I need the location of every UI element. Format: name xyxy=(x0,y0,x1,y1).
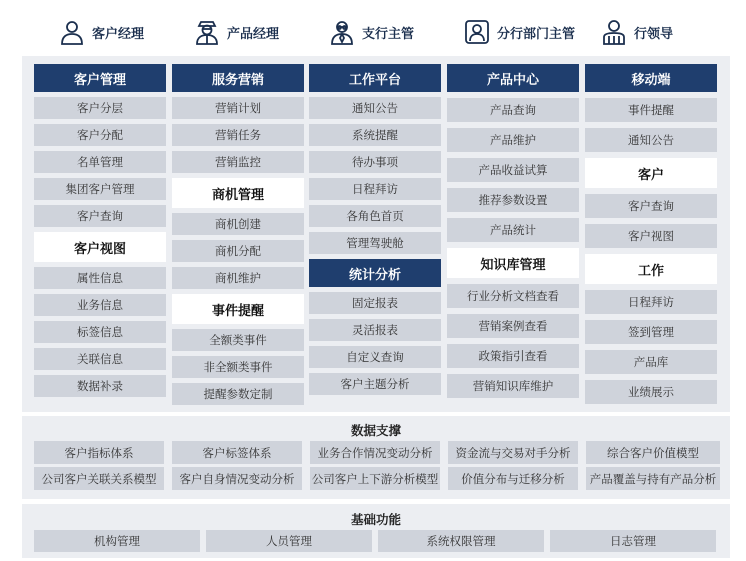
role-branch-supervisor xyxy=(328,12,414,52)
module-item[interactable]: 商机维护 xyxy=(172,267,304,289)
module-item[interactable]: 行业分析文档查看 xyxy=(447,284,579,308)
module-item[interactable]: 推荐参数设置 xyxy=(447,188,579,212)
module-item[interactable]: 事件提醒 xyxy=(585,98,717,122)
module-header: 客户管理 xyxy=(34,64,166,92)
data-support-item[interactable]: 客户标签体系 xyxy=(172,441,302,464)
module-item[interactable]: 提醒参数定制 xyxy=(172,383,304,405)
module-item[interactable]: 待办事项 xyxy=(309,151,441,173)
module-item[interactable]: 营销计划 xyxy=(172,97,304,119)
module-subheader: 客户视图 xyxy=(34,232,166,262)
role-label: 支行主管 xyxy=(362,26,415,42)
role-label: 客户经理 xyxy=(92,26,145,42)
role-bank-leader xyxy=(600,12,673,52)
data-support-item[interactable]: 客户自身情况变动分析 xyxy=(172,467,302,490)
module-item[interactable]: 非全额类事件 xyxy=(172,356,304,378)
base-function-item[interactable]: 机构管理 xyxy=(34,530,200,552)
module-item[interactable]: 通知公告 xyxy=(309,97,441,119)
module-item[interactable]: 产品库 xyxy=(585,350,717,374)
module-item[interactable]: 系统提醒 xyxy=(309,124,441,146)
module-item[interactable]: 数据补录 xyxy=(34,375,166,397)
product-manager-icon xyxy=(193,18,221,46)
customer-manager-icon xyxy=(58,18,86,46)
module-item[interactable]: 客户主题分析 xyxy=(309,373,441,395)
data-support-item[interactable]: 产品覆盖与持有产品分析 xyxy=(586,467,720,490)
role-customer-manager xyxy=(58,12,144,52)
module-header: 产品中心 xyxy=(447,64,579,92)
module-item[interactable]: 灵活报表 xyxy=(309,319,441,341)
data-support-item[interactable]: 综合客户价值模型 xyxy=(586,441,720,464)
module-item[interactable]: 管理驾驶舱 xyxy=(309,232,441,254)
data-support-title: 数据支撑 xyxy=(350,423,401,438)
module-subheader: 事件提醒 xyxy=(172,294,304,324)
module-item[interactable]: 集团客户管理 xyxy=(34,178,166,200)
module-item[interactable]: 客户分层 xyxy=(34,97,166,119)
data-support-item[interactable]: 公司客户关联关系模型 xyxy=(34,467,164,490)
module-item[interactable]: 业务信息 xyxy=(34,294,166,316)
role-label: 行领导 xyxy=(634,26,674,42)
module-item[interactable]: 政策指引查看 xyxy=(447,344,579,368)
function-modules-panel xyxy=(22,56,730,412)
module-item[interactable]: 产品收益试算 xyxy=(447,158,579,182)
module-item[interactable]: 商机创建 xyxy=(172,213,304,235)
module-item[interactable]: 日程拜访 xyxy=(585,290,717,314)
module-item[interactable]: 营销任务 xyxy=(172,124,304,146)
module-item[interactable]: 营销案例查看 xyxy=(447,314,579,338)
role-label: 产品经理 xyxy=(227,26,280,42)
module-item[interactable]: 商机分配 xyxy=(172,240,304,262)
data-support-item[interactable]: 公司客户上下游分析模型 xyxy=(310,467,440,490)
module-item[interactable]: 标签信息 xyxy=(34,321,166,343)
module-header: 服务营销 xyxy=(172,64,304,92)
role-product-manager xyxy=(193,12,279,52)
module-item[interactable]: 客户分配 xyxy=(34,124,166,146)
module-subheader: 知识库管理 xyxy=(447,248,579,278)
module-header: 工作平台 xyxy=(309,64,441,92)
base-function-item[interactable]: 系统权限管理 xyxy=(378,530,544,552)
module-item[interactable]: 客户视图 xyxy=(585,224,717,248)
module-item[interactable]: 签到管理 xyxy=(585,320,717,344)
base-function-item[interactable]: 人员管理 xyxy=(206,530,372,552)
module-header: 统计分析 xyxy=(309,259,441,287)
data-support-item[interactable]: 价值分布与迁移分析 xyxy=(448,467,578,490)
module-item[interactable]: 业绩展示 xyxy=(585,380,717,404)
data-support-panel xyxy=(22,416,730,499)
module-header: 移动端 xyxy=(585,64,717,92)
module-item[interactable]: 客户查询 xyxy=(34,205,166,227)
data-support-item[interactable]: 业务合作情况变动分析 xyxy=(310,441,440,464)
module-item[interactable]: 属性信息 xyxy=(34,267,166,289)
module-item[interactable]: 自定义查询 xyxy=(309,346,441,368)
module-item[interactable]: 关联信息 xyxy=(34,348,166,370)
base-functions-title: 基础功能 xyxy=(350,512,401,527)
module-item[interactable]: 营销监控 xyxy=(172,151,304,173)
role-branch-department-head xyxy=(463,12,575,52)
module-item[interactable]: 固定报表 xyxy=(309,292,441,314)
module-item[interactable]: 客户查询 xyxy=(585,194,717,218)
base-functions-panel xyxy=(22,504,730,558)
module-item[interactable]: 名单管理 xyxy=(34,151,166,173)
role-label: 分行部门主管 xyxy=(497,26,576,42)
base-function-item[interactable]: 日志管理 xyxy=(550,530,716,552)
branch-department-head-icon xyxy=(463,18,491,46)
module-subheader: 客户 xyxy=(585,158,717,188)
module-subheader: 工作 xyxy=(585,254,717,284)
branch-supervisor-icon xyxy=(328,18,356,46)
data-support-item[interactable]: 客户指标体系 xyxy=(34,441,164,464)
module-item[interactable]: 产品查询 xyxy=(447,98,579,122)
bank-leader-icon xyxy=(600,18,628,46)
module-item[interactable]: 各角色首页 xyxy=(309,205,441,227)
module-item[interactable]: 营销知识库维护 xyxy=(447,374,579,398)
module-item[interactable]: 日程拜访 xyxy=(309,178,441,200)
module-item[interactable]: 产品维护 xyxy=(447,128,579,152)
module-item[interactable]: 通知公告 xyxy=(585,128,717,152)
module-item[interactable]: 全额类事件 xyxy=(172,329,304,351)
role-bar xyxy=(0,12,746,52)
module-item[interactable]: 产品统计 xyxy=(447,218,579,242)
module-subheader: 商机管理 xyxy=(172,178,304,208)
data-support-item[interactable]: 资金流与交易对手分析 xyxy=(448,441,578,464)
